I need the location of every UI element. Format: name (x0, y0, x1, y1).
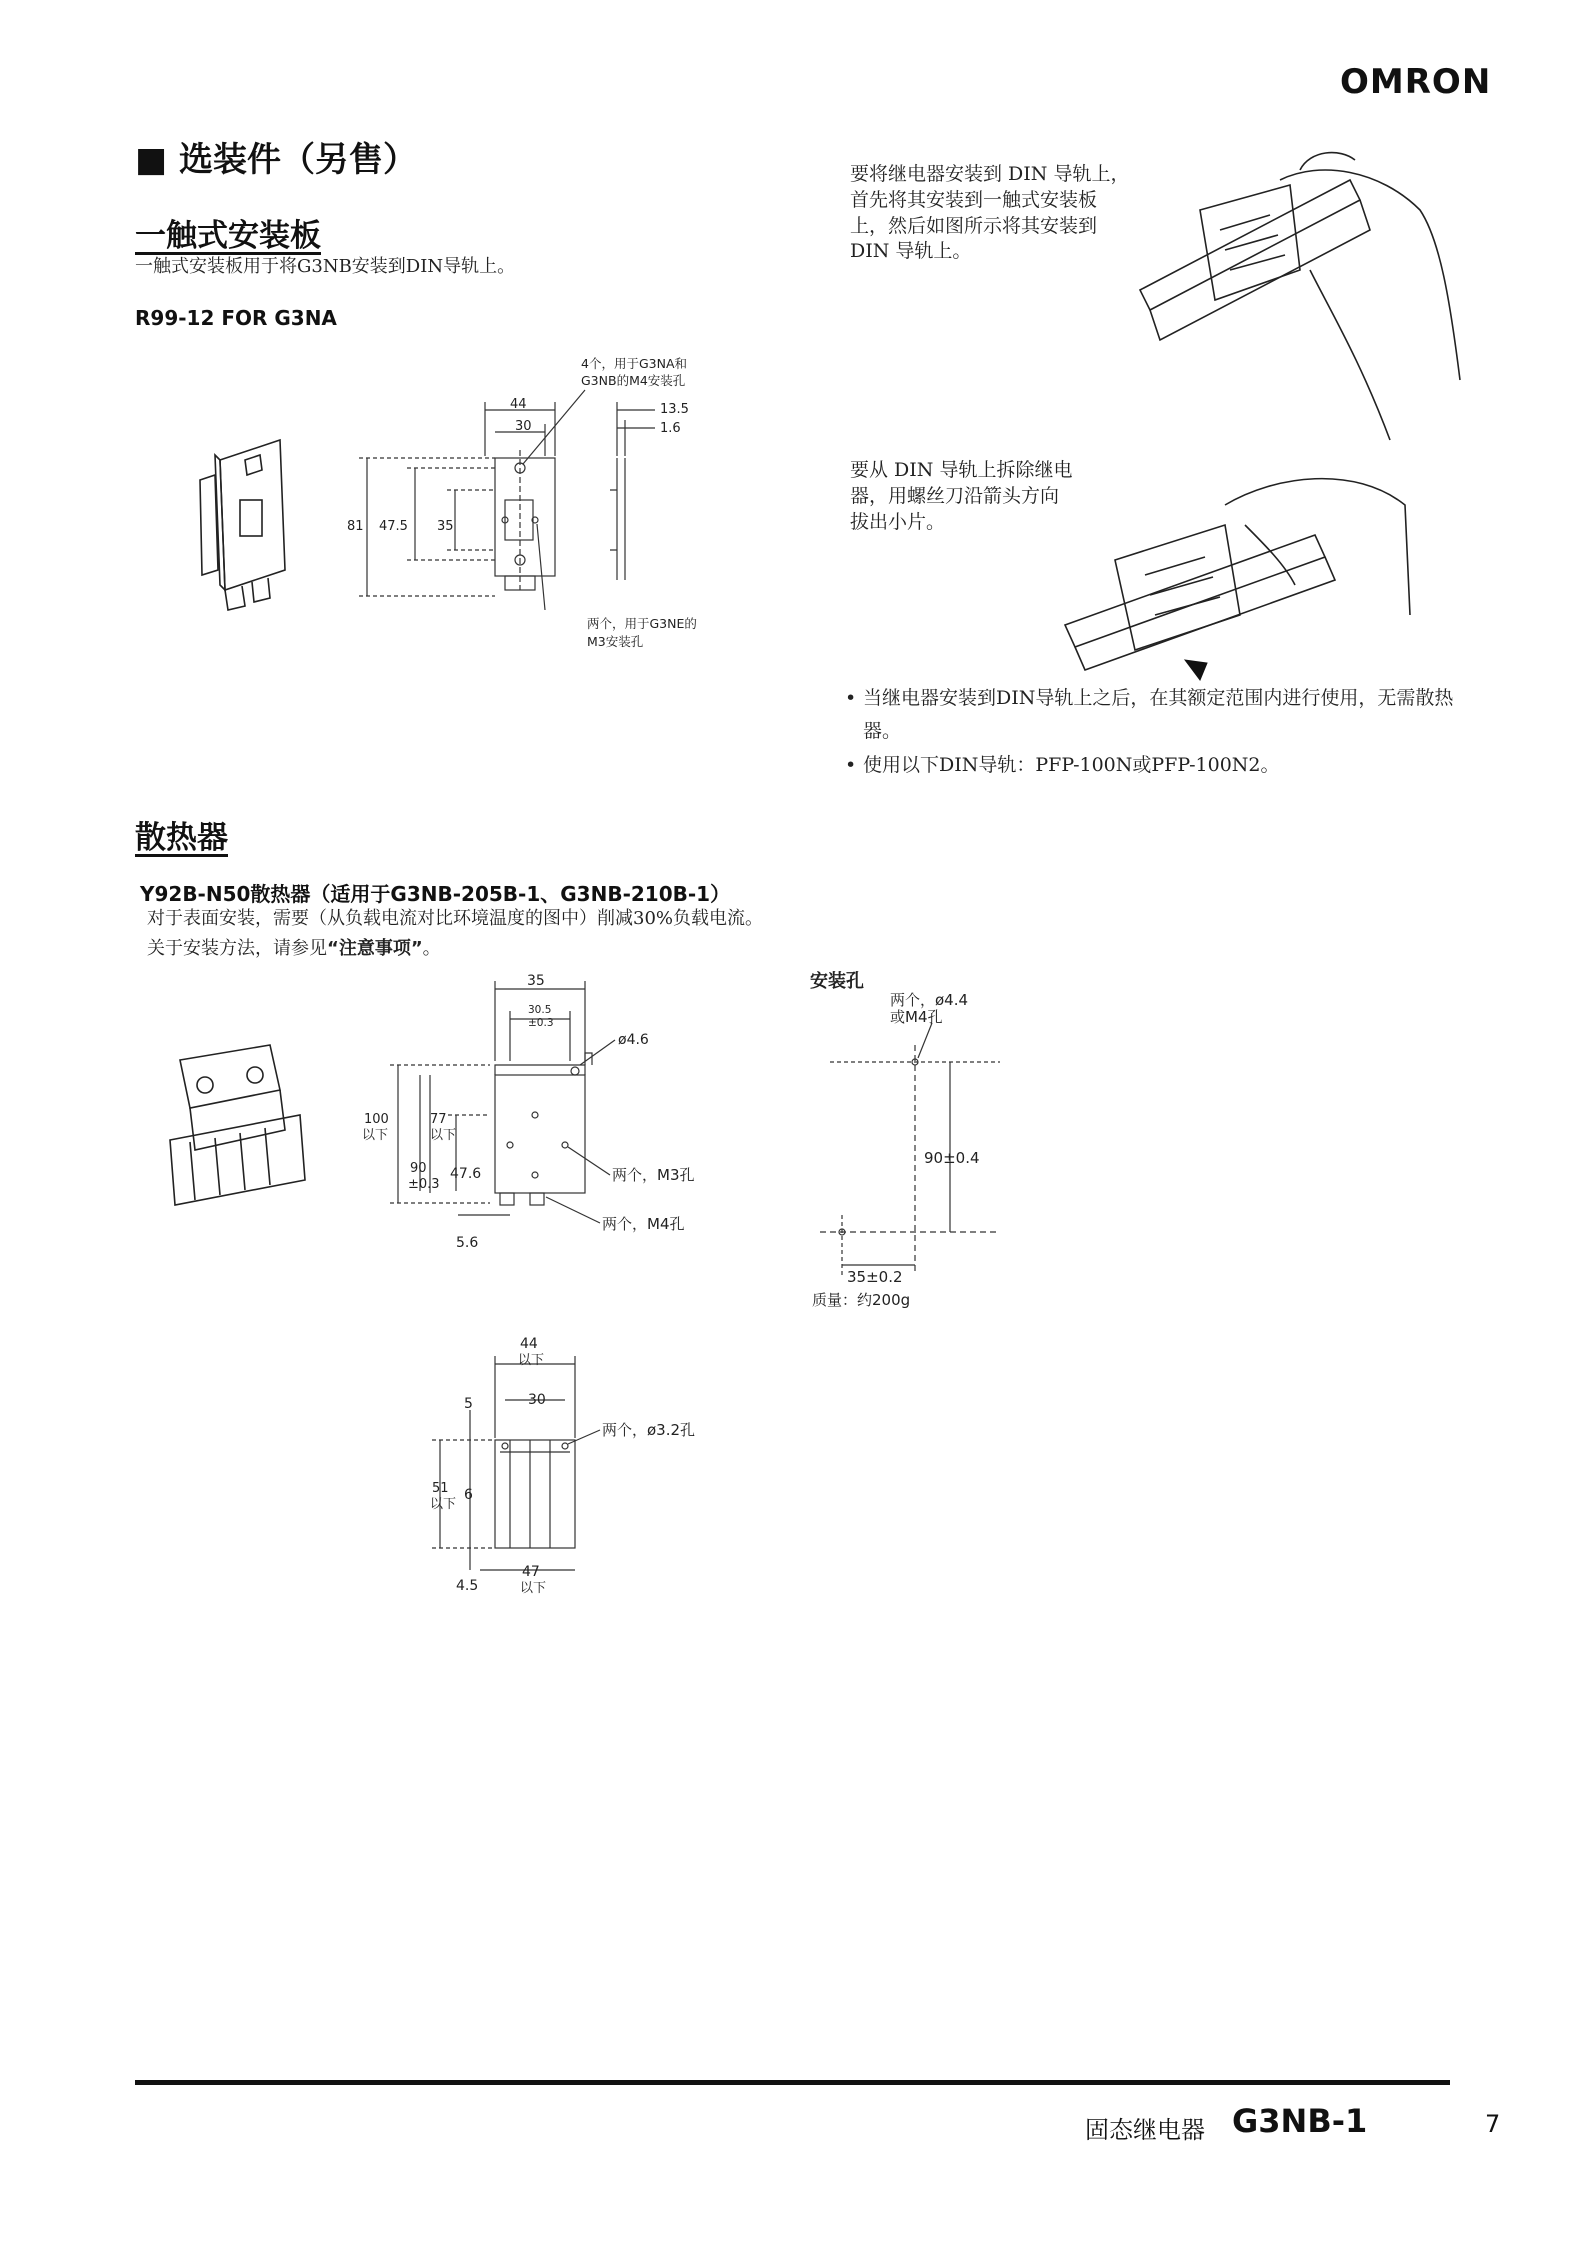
heatsink-desc-1: 对于表面安装，需要（从负载电流对比环境温度的图中）削减30%负载电流。 (147, 908, 764, 929)
side-dim-30: 30 (528, 1392, 546, 1408)
din-bullet-2: • 使用以下DIN导轨：PFP-100N或PFP-100N2。 (845, 749, 1485, 782)
dim-30: 30 (515, 419, 532, 434)
front-dim-100: 100 (364, 1112, 389, 1127)
dim-47-5: 47.5 (379, 519, 408, 534)
desc2-link: “注意事项” (327, 938, 423, 959)
side-dim-4-5: 4.5 (456, 1578, 479, 1594)
section-heading: ■ 选装件（另售） (135, 140, 417, 180)
mount-plate-desc: 一触式安装板用于将G3NB安装到DIN导轨上。 (135, 256, 516, 277)
callout-top-line2: G3NB的M4安装孔 (581, 373, 686, 388)
holes-callout-1: 两个，ø4.4 (890, 991, 969, 1009)
side-callout-phi-3-2: 两个，ø3.2孔 (602, 1421, 696, 1439)
din-remove-illustration (1055, 465, 1415, 685)
front-callout-m4: 两个，M4孔 (602, 1215, 685, 1233)
desc2-suffix: 。 (422, 938, 441, 959)
din-remove-note: 要从 DIN 导轨上拆除继电 器，用螺丝刀沿箭头方向 拔出小片。 (850, 459, 1073, 533)
callout-bottom-line1: 两个，用于G3NE的 (587, 616, 697, 631)
heatsink-desc-2 (147, 936, 441, 962)
desc2-prefix: 关于安装方法，请参见 (147, 938, 327, 959)
holes-title: 安装孔 (810, 971, 864, 992)
side-dim-44-below: 以下 (518, 1353, 545, 1368)
front-dim-5-6: 5.6 (456, 1235, 479, 1251)
mounting-holes-drawing (800, 965, 1030, 1320)
mount-plate-illustration (190, 420, 310, 620)
front-dim-77: 77 (430, 1112, 447, 1127)
front-callout-m3: 两个，M3孔 (612, 1166, 695, 1184)
front-dim-30-5-tol: ±0.3 (528, 1017, 554, 1029)
mount-plate-title: 一触式安装板 (135, 218, 321, 254)
side-dim-47: 47 (522, 1564, 540, 1580)
callout-top-line1: 4个，用于G3NA和 (581, 356, 687, 371)
dim-44: 44 (510, 397, 527, 412)
dim-13-5: 13.5 (660, 402, 689, 417)
din-bullet-1: • 当继电器安装到DIN导轨上之后，在其额定范围内进行使用，无需散热器。 (845, 682, 1485, 749)
side-dim-51-below: 以下 (430, 1497, 457, 1512)
front-dim-77-below: 以下 (430, 1128, 457, 1143)
holes-dim-35: 35±0.2 (847, 1268, 903, 1286)
holes-dim-90: 90±0.4 (924, 1149, 980, 1167)
side-dim-47-below: 以下 (520, 1581, 547, 1596)
heatsink-illustration (150, 1030, 310, 1230)
dim-35: 35 (437, 519, 454, 534)
holes-mass: 质量：约200g (812, 1291, 911, 1309)
side-dim-5: 5 (464, 1396, 473, 1412)
footer-model: G3NB-1 (1232, 2102, 1368, 2140)
side-dim-44: 44 (520, 1336, 538, 1352)
heatsink-front-drawing (362, 965, 730, 1285)
footer-rule (135, 2080, 1450, 2085)
footer-page-number: 7 (1485, 2110, 1501, 2138)
din-install-note: 要将继电器安装到 DIN 导轨上， 首先将其安装到一触式安装板 上，然后如图所示将其安装到 DIN 导轨上。 (850, 163, 1130, 263)
callout-bottom-line2: M3安装孔 (587, 634, 644, 649)
front-dim-90: 90 (410, 1161, 427, 1176)
heatsink-title: 散热器 (135, 820, 228, 856)
holes-callout-2: 或M4孔 (890, 1008, 943, 1026)
omron-logo: OMRON (1340, 62, 1492, 102)
dim-1-6: 1.6 (660, 421, 681, 436)
side-dim-6: 6 (464, 1487, 473, 1503)
mount-plate-model: R99-12 FOR G3NA (135, 306, 337, 330)
front-dim-90-tol: ±0.3 (408, 1177, 440, 1192)
front-dim-35: 35 (527, 973, 545, 989)
front-dim-100-below: 以下 (362, 1128, 389, 1143)
din-bullets (845, 682, 1485, 782)
front-dim-30-5: 30.5 (528, 1004, 552, 1016)
front-dim-phi-4-6: ø4.6 (618, 1032, 649, 1048)
side-dim-51: 51 (432, 1481, 449, 1496)
front-dim-47-6: 47.6 (450, 1166, 482, 1182)
din-install-illustration (1120, 140, 1460, 450)
dim-81: 81 (347, 519, 364, 534)
footer-product: 固态继电器 (1085, 2116, 1205, 2144)
heatsink-model: Y92B-N50散热器（适用于G3NB-205B-1、G3NB-210B-1） (140, 882, 731, 906)
mount-plate-drawing (347, 350, 735, 650)
heatsink-side-drawing (400, 1330, 730, 1600)
